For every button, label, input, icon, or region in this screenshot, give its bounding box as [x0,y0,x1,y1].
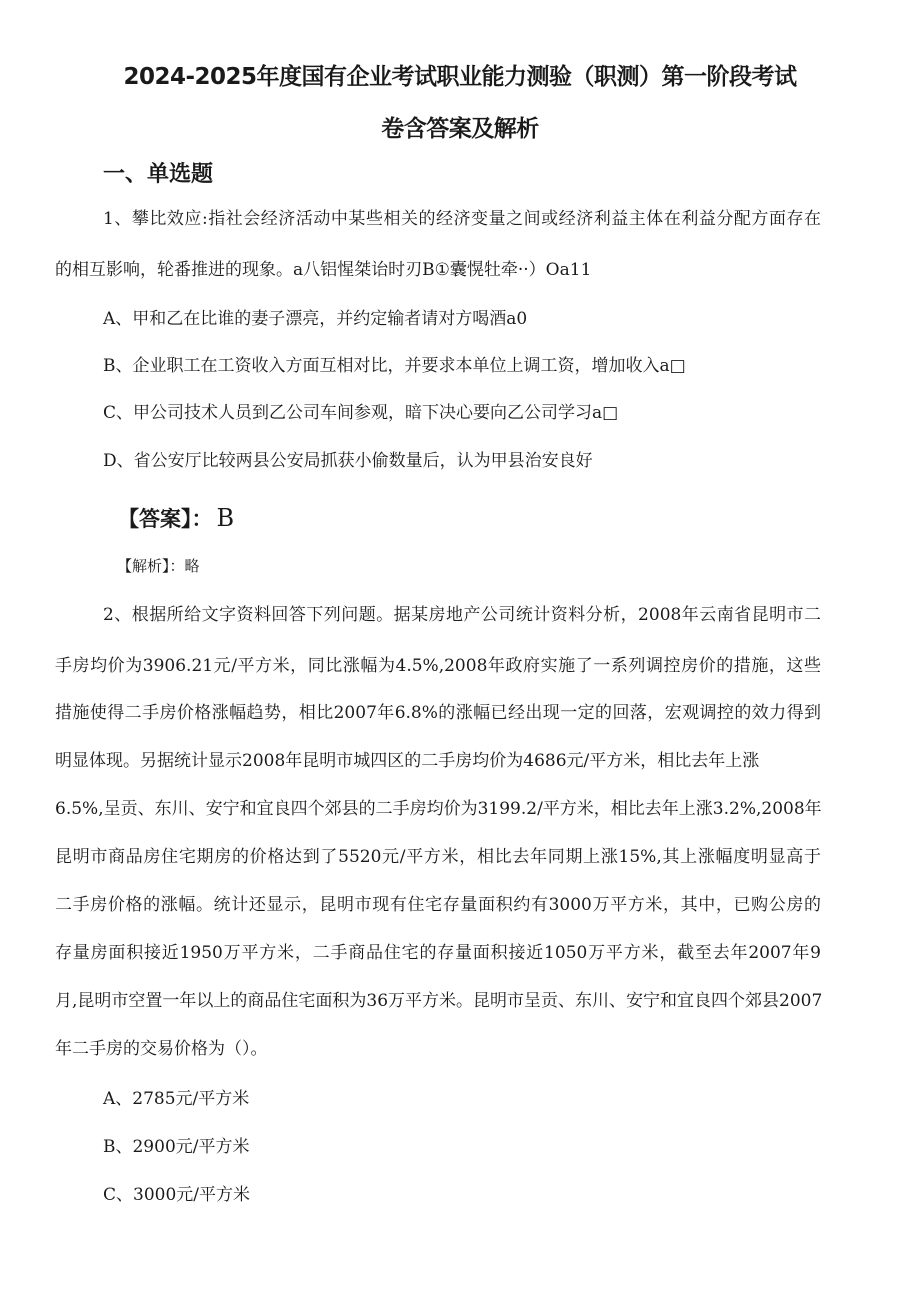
q2-option-c: C、3000元/平方米 [103,1185,250,1205]
q2-text-line-4: 明显体现。另据统计显示2008年昆明市城四区的二手房均价为4686元/平方米，相比去年上涨 [55,751,760,771]
q1-option-b: B、企业职工在工资收入方面互相对比，并要求本单位上调工资，增加收入a□ [103,356,686,376]
q1-stem-line-1: 1、攀比效应:指社会经济活动中某些相关的经济变量之间或经济利益主体在利益分配方面存在 [103,209,821,229]
q2-text-line-9: 月,昆明市空置一年以上的商品住宅面积为36万平方米。昆明市呈贡、东川、安宁和宜良四个郊县2007 [55,991,823,1011]
q1-analysis: 【解析】：略 [117,557,200,575]
q1-answer [118,503,234,533]
q1-option-d: D、省公安厅比较两县公安局抓获小偷数量后，认为甲县治安良好 [103,451,593,471]
q2-text-line-3: 措施使得二手房价格涨幅趋势，相比2007年6.8%的涨幅已经出现一定的回落，宏观调控的效力得到 [55,703,821,723]
q2-option-b: B、2900元/平方米 [103,1137,250,1157]
document-title-line-2: 卷含答案及解析 [381,116,539,142]
q2-text-line-5: 6.5%,呈贡、东川、安宁和宜良四个郊县的二手房均价为3199.2/平方米，相比去年上涨3.2%,2008年 [55,799,822,819]
q1-stem-line-2: 的相互影响，轮番推进的现象。a八铝惺桀诒时刃B①囊愰牡牵··）Oa11 [55,260,592,280]
section-heading: 一、单选题 [103,162,214,187]
q1-option-c: C、甲公司技术人员到乙公司车间参观，暗下决心要向乙公司学习a□ [103,403,619,423]
q1-answer-value: B [216,504,235,532]
q2-text-line-7: 二手房价格的涨幅。统计还显示，昆明市现有住宅存量面积约有3000万平方米，其中，已购公房的 [55,895,821,915]
q2-text-line-1: 2、根据所给文字资料回答下列问题。据某房地产公司统计资料分析，2008年云南省昆明市二 [103,605,821,625]
document-title-line-1: 2024-2025年度国有企业考试职业能力测验（职测）第一阶段考试 [123,64,797,90]
q2-text-line-8: 存量房面积接近1950万平方米，二手商品住宅的存量面积接近1050万平方米，截至去年2007年9 [55,943,821,963]
q1-answer-label: 【答案】： [118,507,213,531]
q2-text-line-10: 年二手房的交易价格为（）。 [55,1039,268,1059]
q2-option-a: A、2785元/平方米 [103,1089,250,1109]
q2-text-line-6: 昆明市商品房住宅期房的价格达到了5520元/平方米，相比去年同期上涨15%,其上涨幅度明显高于 [55,847,821,867]
q2-text-line-2: 手房均价为3906.21元/平方米，同比涨幅为4.5%,2008年政府实施了一系列调控房价的措施，这些 [55,656,821,676]
q1-option-a: A、甲和乙在比谁的妻子漂亮，并约定输者请对方喝酒a0 [103,309,528,329]
